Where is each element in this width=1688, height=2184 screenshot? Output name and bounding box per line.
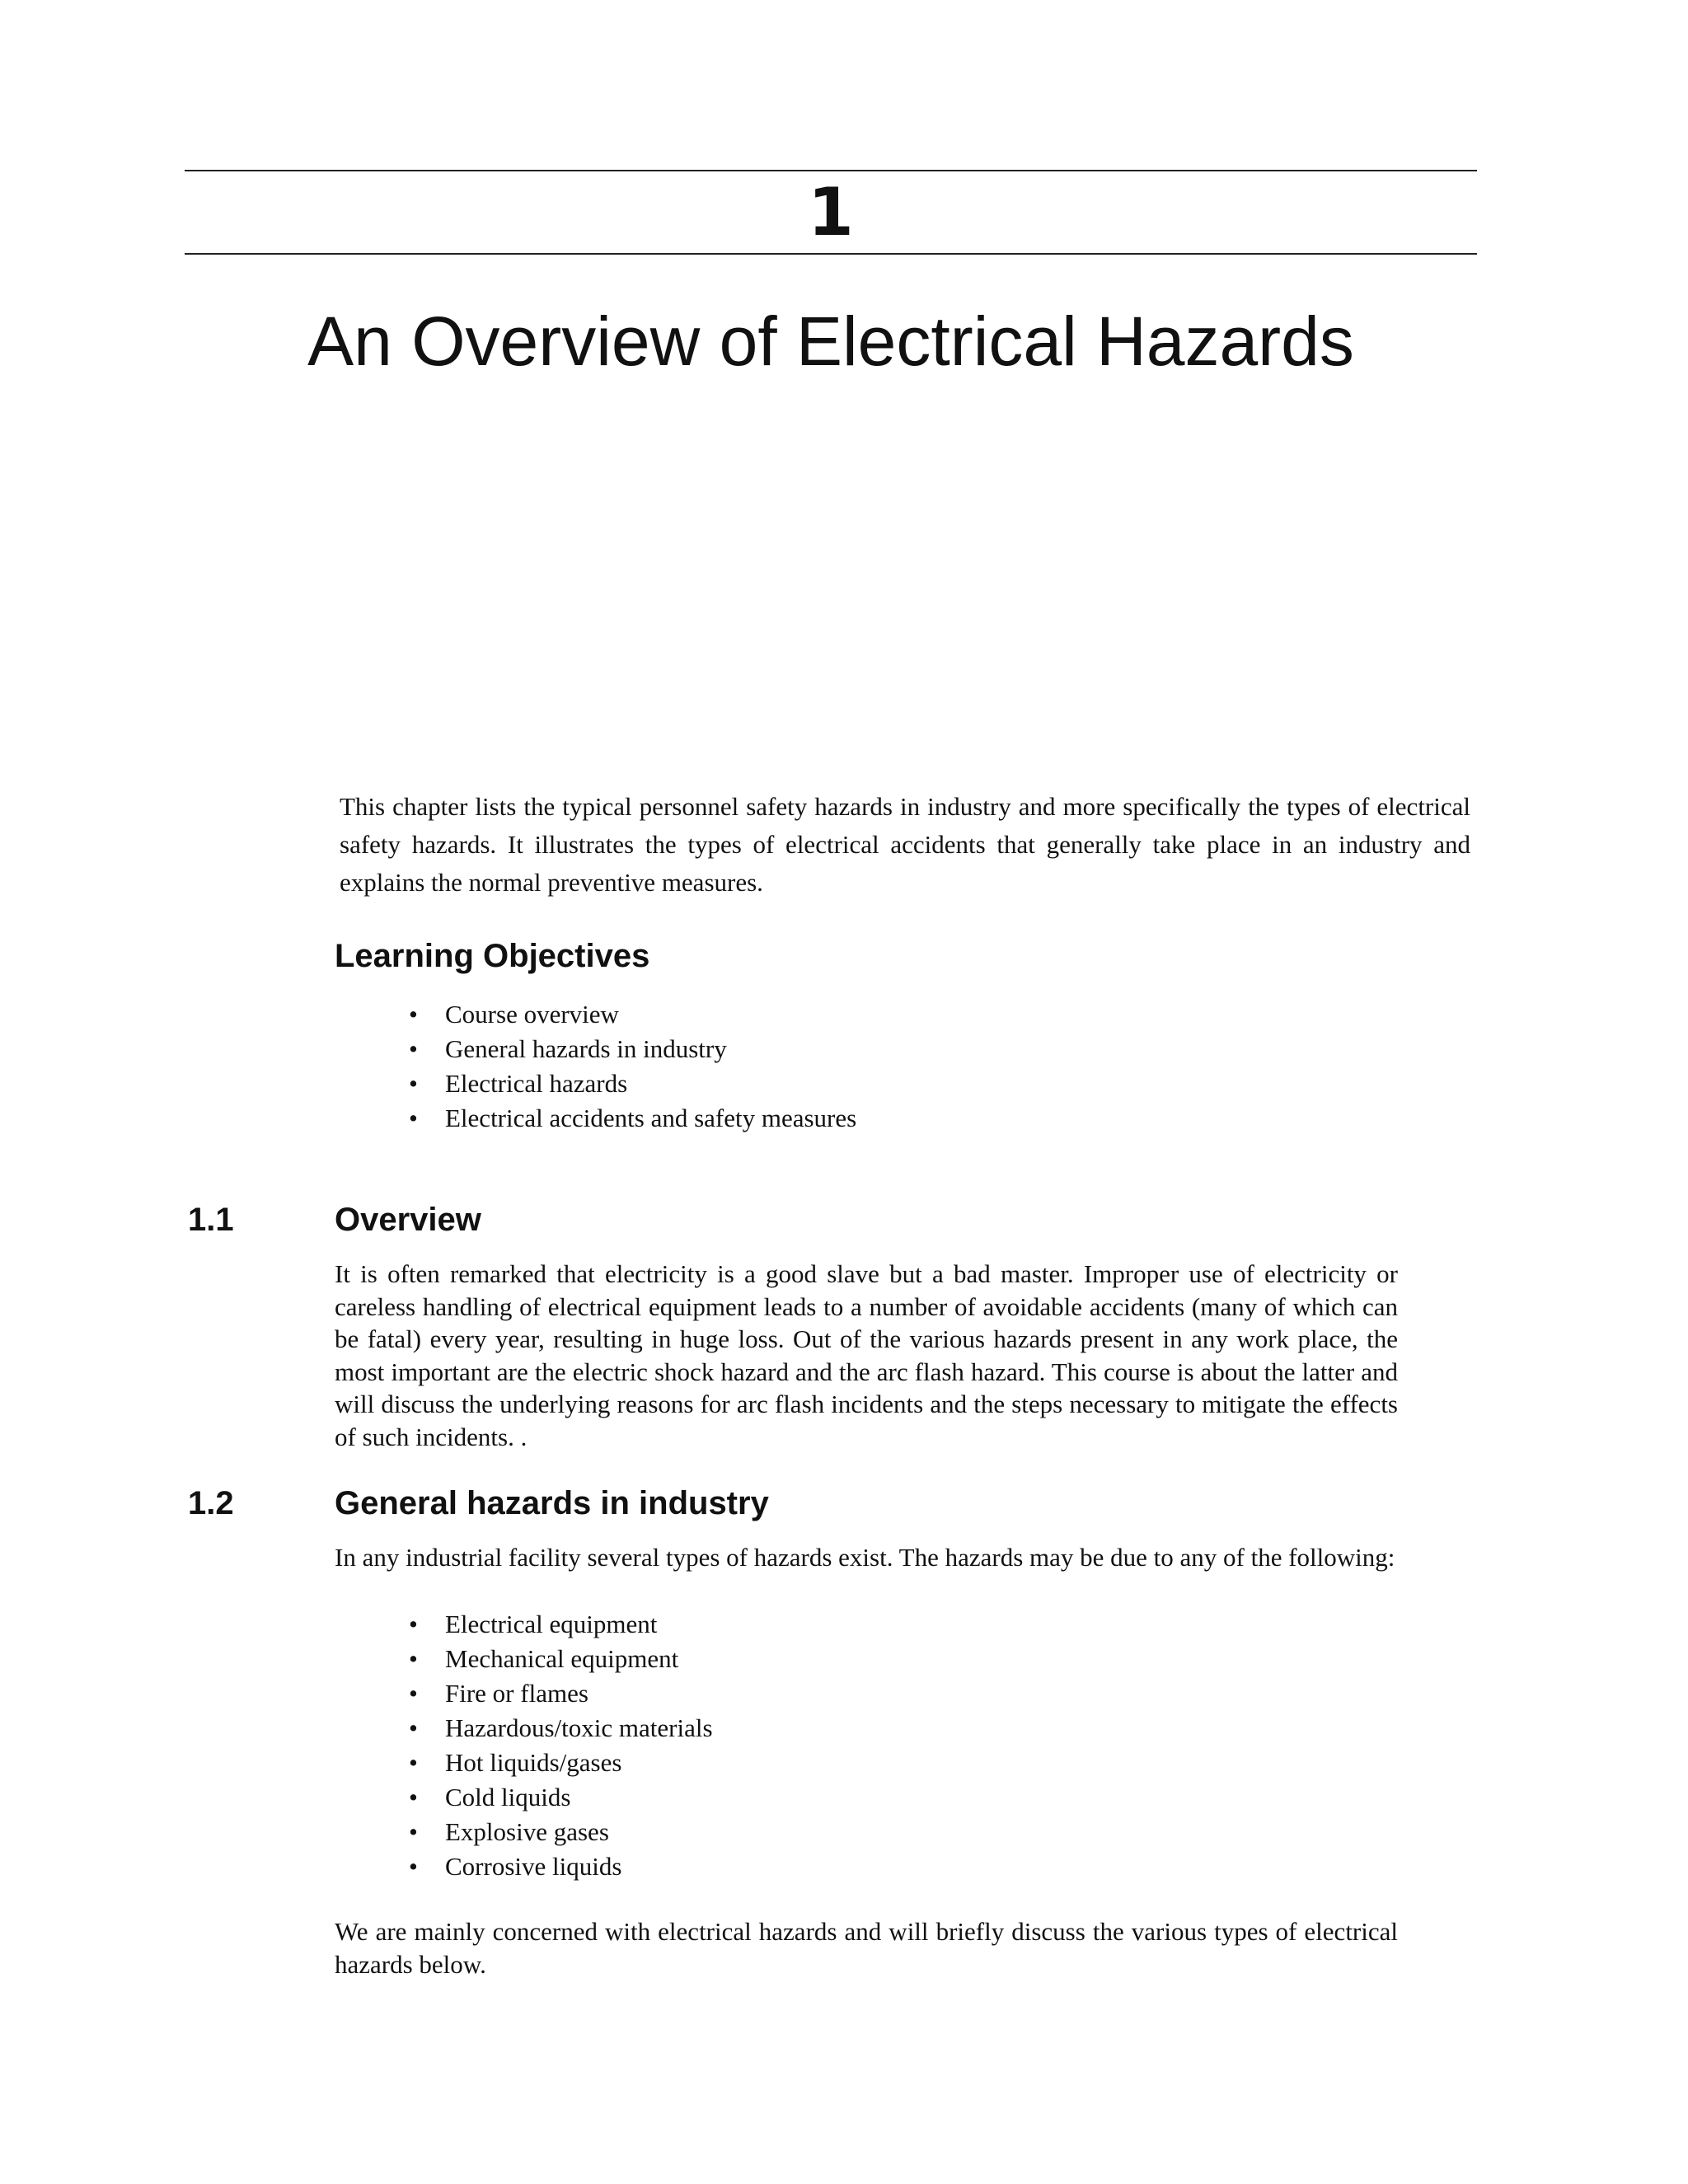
hazards-list bbox=[409, 1607, 713, 1884]
section-number: 1.2 bbox=[188, 1485, 234, 1521]
section-1-2-closing: We are mainly concerned with electrical hazards and will briefly discuss the various types of electrical hazards below. bbox=[335, 1917, 1398, 1979]
bullet-icon: • bbox=[409, 1000, 418, 1029]
section-1-1-heading bbox=[188, 1198, 1474, 1241]
list-item-text: Corrosive liquids bbox=[445, 1852, 622, 1881]
list-item-text: Electrical accidents and safety measures bbox=[445, 1104, 857, 1132]
chapter-intro: This chapter lists the typical personnel safety hazards in industry and more specifically the types of electrical safety hazards. It illustrates the types of electrical accidents that generally take place in an industry and explains the normal preventive measures. bbox=[340, 792, 1470, 897]
list-item bbox=[409, 1780, 713, 1815]
list-item-text: Explosive gases bbox=[445, 1817, 609, 1846]
section-1-2-heading bbox=[188, 1482, 1474, 1525]
list-item-text: Fire or flames bbox=[445, 1679, 588, 1708]
chapter-rule-bottom bbox=[185, 253, 1477, 255]
list-item bbox=[409, 1066, 856, 1101]
bullet-icon: • bbox=[409, 1034, 418, 1063]
chapter-title: An Overview of Electrical Hazards bbox=[307, 302, 1354, 380]
bullet-icon: • bbox=[409, 1069, 418, 1098]
bullet-icon: • bbox=[409, 1713, 418, 1742]
bullet-icon: • bbox=[409, 1104, 418, 1132]
section-title: Overview bbox=[335, 1202, 481, 1238]
section-1-1-text: It is often remarked that electricity is a good slave but a bad master. Improper use of electricity or careless handling of electrical equipment leads to a number of avoidable accidents (many of which can be fatal) every year, resulting in huge loss. Out of the various hazards present in any work place, the most important are the electric shock hazard and the arc flash hazard. This course is about the latter and will discuss the underlying reasons for arc flash incidents and the steps necessary to mitigate the effects of such incidents. . bbox=[335, 1259, 1398, 1451]
bullet-icon: • bbox=[409, 1679, 418, 1708]
list-item-text: Course overview bbox=[445, 1000, 619, 1029]
list-item bbox=[409, 1746, 713, 1780]
list-item-text: Mechanical equipment bbox=[445, 1644, 679, 1673]
list-item bbox=[409, 1676, 713, 1711]
list-item bbox=[409, 1032, 856, 1066]
list-item-text: Cold liquids bbox=[445, 1783, 571, 1811]
chapter-number: 1 bbox=[808, 174, 854, 251]
list-item-text: Hot liquids/gases bbox=[445, 1748, 622, 1777]
bullet-icon: • bbox=[409, 1644, 418, 1673]
list-item bbox=[409, 1607, 713, 1642]
list-item bbox=[409, 1815, 713, 1849]
bullet-icon: • bbox=[409, 1748, 418, 1777]
learning-objectives-list bbox=[409, 997, 856, 1136]
chapter-rule-top bbox=[185, 170, 1477, 171]
learning-objectives-heading: Learning Objectives bbox=[335, 938, 650, 974]
bullet-icon: • bbox=[409, 1817, 418, 1846]
section-number: 1.1 bbox=[188, 1202, 234, 1238]
section-1-2-intro: In any industrial facility several types of hazards exist. The hazards may be due to any of the following: bbox=[335, 1543, 1395, 1572]
list-item-text: Hazardous/toxic materials bbox=[445, 1713, 713, 1742]
list-item bbox=[409, 1101, 856, 1136]
bullet-icon: • bbox=[409, 1610, 418, 1638]
list-item bbox=[409, 1642, 713, 1676]
list-item-text: Electrical hazards bbox=[445, 1069, 628, 1098]
bullet-icon: • bbox=[409, 1852, 418, 1881]
list-item-text: Electrical equipment bbox=[445, 1610, 658, 1638]
bullet-icon: • bbox=[409, 1783, 418, 1811]
list-item bbox=[409, 1711, 713, 1746]
section-title: General hazards in industry bbox=[335, 1485, 769, 1521]
list-item-text: General hazards in industry bbox=[445, 1034, 727, 1063]
list-item bbox=[409, 997, 856, 1032]
list-item bbox=[409, 1849, 713, 1884]
